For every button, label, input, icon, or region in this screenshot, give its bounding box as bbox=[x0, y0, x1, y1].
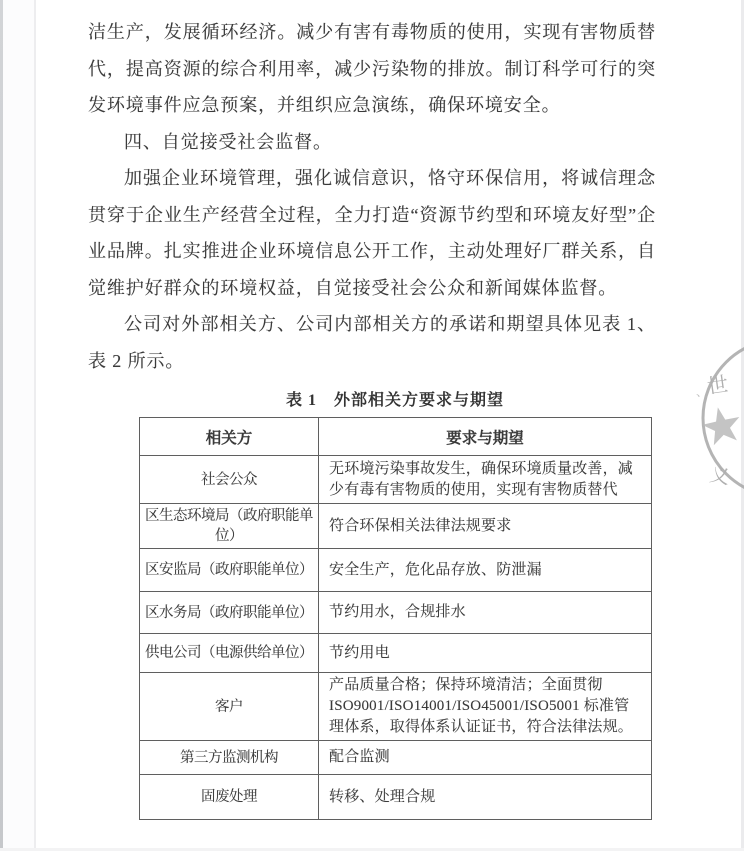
expectation-cell: 节约用电 bbox=[319, 634, 652, 673]
expectation-cell: 安全生产，危化品存放、防泄漏 bbox=[319, 549, 652, 592]
expectation-cell: 无环境污染事故发生，确保环境质量改善，减少有毒有害物质的使用，实现有害物质替代 bbox=[319, 456, 652, 504]
table-row bbox=[140, 775, 652, 820]
expectation-cell: 转移、处理合规 bbox=[319, 775, 652, 820]
table-row bbox=[140, 456, 652, 504]
star-icon bbox=[699, 403, 744, 446]
table-row bbox=[140, 592, 652, 634]
seal-mark: 、 bbox=[696, 385, 709, 399]
table-row bbox=[140, 741, 652, 775]
party-cell: 第三方监测机构 bbox=[140, 741, 319, 775]
table1-caption: 表 1 外部相关方要求与期望 bbox=[285, 392, 504, 409]
table1-external-parties bbox=[139, 417, 652, 820]
scan-edge-band bbox=[3, 0, 34, 851]
party-cell: 区生态环境局（政府职能单位） bbox=[140, 504, 319, 549]
table-row bbox=[140, 634, 652, 673]
expectation-cell: 配合监测 bbox=[319, 741, 652, 775]
seal-character-bottom: 义 bbox=[707, 463, 732, 490]
body-text bbox=[88, 10, 656, 820]
party-cell: 区水务局（政府职能单位） bbox=[140, 592, 319, 634]
seal-character-top: 世 bbox=[705, 372, 730, 399]
paragraph-continuation: 洁生产，发展循环经济。减少有害有毒物质的使用，实现有害物质替代，提高资源的综合利用率，减少污染物的排放。制订科学可行的突发环境事件应急预案，并组织应急演练，确保环境安全。 bbox=[88, 22, 656, 115]
scan-edge-inner-line bbox=[34, 0, 36, 851]
company-seal-fragment bbox=[695, 332, 744, 514]
party-cell: 供电公司（电源供给单位） bbox=[140, 634, 319, 673]
party-cell: 社会公众 bbox=[140, 456, 319, 504]
party-cell: 客户 bbox=[140, 673, 319, 741]
column-header-party: 相关方 bbox=[140, 418, 319, 456]
expectation-cell: 节约用水，合规排水 bbox=[319, 592, 652, 634]
table-row bbox=[140, 504, 652, 549]
table-header-row bbox=[140, 418, 652, 456]
table-row bbox=[140, 673, 652, 741]
party-cell: 固废处理 bbox=[140, 775, 319, 820]
expectation-cell: 产品质量合格；保持环境清洁；全面贯彻 ISO9001/ISO14001/ISO45001/ISO5001 标准管理体系，取得体系认证证书，符合法律法规。 bbox=[319, 673, 652, 741]
seal-circle bbox=[703, 339, 744, 497]
expectation-cell: 符合环保相关法律法规要求 bbox=[319, 504, 652, 549]
column-header-expectation: 要求与期望 bbox=[319, 418, 652, 456]
party-cell: 区安监局（政府职能单位） bbox=[140, 549, 319, 592]
section-heading-four: 四、自觉接受社会监督。 bbox=[124, 131, 332, 152]
table-row bbox=[140, 549, 652, 592]
paragraph: 公司对外部相关方、公司内部相关方的承诺和期望具体见表 1、表 2 所示。 bbox=[88, 314, 656, 371]
paragraph: 加强企业环境管理，强化诚信意识，恪守环保信用，将诚信理念贯穿于企业生产经营全过程，全力打造“资源节约型和环境友好型”企业品牌。扎实推进企业环境信息公开工作，主动处理好厂群关系，自觉维护好群众的环境权益，自觉接受社会公众和新闻媒体监督。 bbox=[88, 168, 656, 298]
